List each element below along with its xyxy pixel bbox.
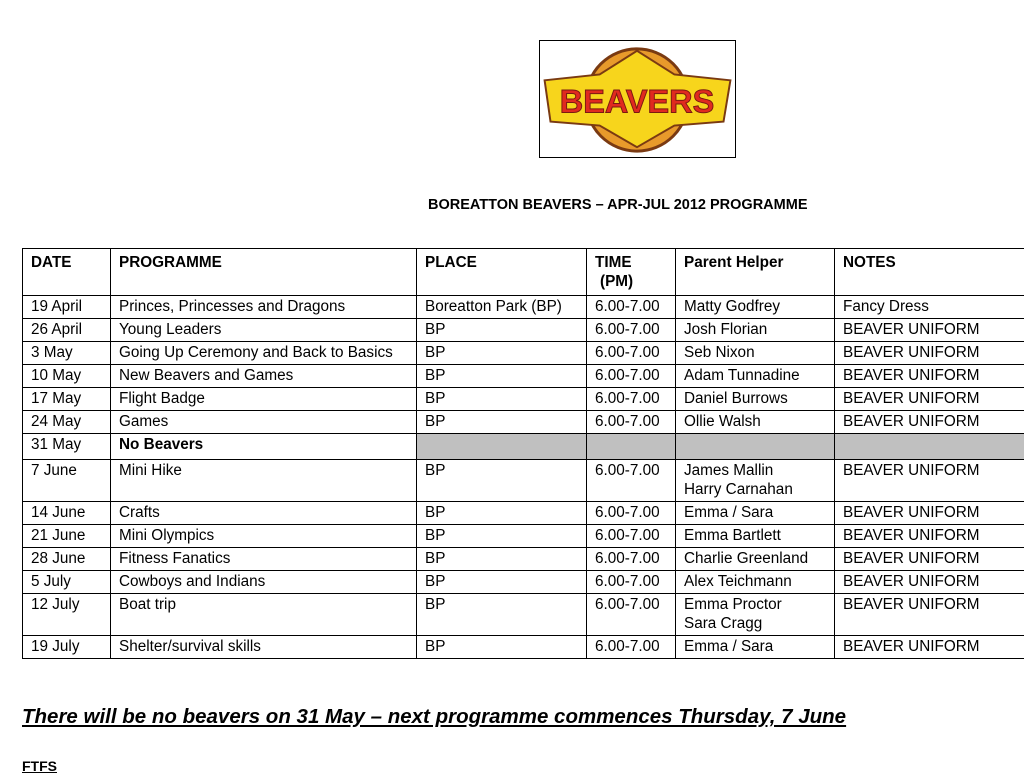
cell-helper: Adam Tunnadine bbox=[676, 365, 835, 388]
cell-notes: BEAVER UNIFORM bbox=[835, 502, 1024, 525]
cell-date: 12 July bbox=[23, 594, 111, 636]
cell-date: 7 June bbox=[23, 460, 111, 502]
cell-place: BP bbox=[417, 365, 587, 388]
cell-time: 6.00-7.00 bbox=[587, 594, 676, 636]
cell-place: BP bbox=[417, 342, 587, 365]
cell-notes: BEAVER UNIFORM bbox=[835, 548, 1024, 571]
header-helper: Parent Helper bbox=[676, 249, 835, 296]
cell-date: 19 July bbox=[23, 636, 111, 659]
header-place: PLACE bbox=[417, 249, 587, 296]
cell-helper: Emma / Sara bbox=[676, 636, 835, 659]
cell-date: 28 June bbox=[23, 548, 111, 571]
cell-programme: Princes, Princesses and Dragons bbox=[111, 296, 417, 319]
beavers-logo-icon bbox=[540, 41, 735, 157]
cell-notes: BEAVER UNIFORM bbox=[835, 319, 1024, 342]
cell-programme: Mini Olympics bbox=[111, 525, 417, 548]
cell-date: 21 June bbox=[23, 525, 111, 548]
cell-place: BP bbox=[417, 388, 587, 411]
table-row bbox=[23, 388, 1024, 411]
cell-place: BP bbox=[417, 548, 587, 571]
table-row bbox=[23, 636, 1024, 659]
header-time bbox=[587, 249, 676, 296]
table-row bbox=[23, 502, 1024, 525]
header-programme: PROGRAMME bbox=[111, 249, 417, 296]
cell-time: 6.00-7.00 bbox=[587, 342, 676, 365]
cell-date: 31 May bbox=[23, 434, 111, 460]
footer-abbreviation: FTFS bbox=[22, 758, 57, 774]
cell-notes bbox=[835, 434, 1024, 460]
table-row bbox=[23, 319, 1024, 342]
header-notes: NOTES bbox=[835, 249, 1024, 296]
cell-notes: BEAVER UNIFORM bbox=[835, 388, 1024, 411]
cell-programme: Flight Badge bbox=[111, 388, 417, 411]
cell-notes: Fancy Dress bbox=[835, 296, 1024, 319]
cell-place: BP bbox=[417, 319, 587, 342]
cell-time: 6.00-7.00 bbox=[587, 525, 676, 548]
table-row bbox=[23, 342, 1024, 365]
cell-place: BP bbox=[417, 502, 587, 525]
cell-time: 6.00-7.00 bbox=[587, 388, 676, 411]
cell-programme: Boat trip bbox=[111, 594, 417, 636]
page-title: BOREATTON BEAVERS – APR-JUL 2012 PROGRAMME bbox=[428, 197, 808, 213]
cell-place: BP bbox=[417, 571, 587, 594]
cell-place: BP bbox=[417, 525, 587, 548]
cell-notes: BEAVER UNIFORM bbox=[835, 460, 1024, 502]
cell-helper: Emma / Sara bbox=[676, 502, 835, 525]
table-row bbox=[23, 548, 1024, 571]
programme-table bbox=[22, 248, 1024, 659]
cell-time bbox=[587, 434, 676, 460]
table-row bbox=[23, 411, 1024, 434]
cell-notes: BEAVER UNIFORM bbox=[835, 594, 1024, 636]
cell-helper: Josh Florian bbox=[676, 319, 835, 342]
cell-notes: BEAVER UNIFORM bbox=[835, 365, 1024, 388]
cell-time: 6.00-7.00 bbox=[587, 296, 676, 319]
cell-place: BP bbox=[417, 460, 587, 502]
cell-date: 3 May bbox=[23, 342, 111, 365]
cell-date: 17 May bbox=[23, 388, 111, 411]
cell-time: 6.00-7.00 bbox=[587, 319, 676, 342]
logo-text: BEAVERS bbox=[560, 84, 714, 120]
helper-line: Harry Carnahan bbox=[684, 480, 826, 499]
cell-helper: Alex Teichmann bbox=[676, 571, 835, 594]
cell-notes: BEAVER UNIFORM bbox=[835, 571, 1024, 594]
cell-programme: No Beavers bbox=[111, 434, 417, 460]
header-time-line2: (PM) bbox=[595, 272, 667, 291]
cell-date: 10 May bbox=[23, 365, 111, 388]
cell-helper bbox=[676, 434, 835, 460]
cell-time: 6.00-7.00 bbox=[587, 460, 676, 502]
footer-note: There will be no beavers on 31 May – next programme commences Thursday, 7 June bbox=[22, 705, 846, 729]
cell-date: 26 April bbox=[23, 319, 111, 342]
beavers-logo bbox=[539, 40, 736, 158]
cell-time: 6.00-7.00 bbox=[587, 365, 676, 388]
cell-place: BP bbox=[417, 594, 587, 636]
cell-date: 14 June bbox=[23, 502, 111, 525]
table-header-row bbox=[23, 249, 1024, 296]
cell-date: 24 May bbox=[23, 411, 111, 434]
cell-place: BP bbox=[417, 411, 587, 434]
cell-notes: BEAVER UNIFORM bbox=[835, 342, 1024, 365]
cell-helper: Daniel Burrows bbox=[676, 388, 835, 411]
cell-helper: Charlie Greenland bbox=[676, 548, 835, 571]
table-row bbox=[23, 296, 1024, 319]
table-row bbox=[23, 525, 1024, 548]
cell-date: 5 July bbox=[23, 571, 111, 594]
cell-helper: Ollie Walsh bbox=[676, 411, 835, 434]
helper-line: Sara Cragg bbox=[684, 614, 826, 633]
cell-programme: Crafts bbox=[111, 502, 417, 525]
table-row-no-beavers bbox=[23, 434, 1024, 460]
cell-time: 6.00-7.00 bbox=[587, 502, 676, 525]
cell-programme: Cowboys and Indians bbox=[111, 571, 417, 594]
cell-place: Boreatton Park (BP) bbox=[417, 296, 587, 319]
cell-helper: Seb Nixon bbox=[676, 342, 835, 365]
cell-programme: New Beavers and Games bbox=[111, 365, 417, 388]
cell-helper bbox=[676, 594, 835, 636]
table-row bbox=[23, 460, 1024, 502]
cell-programme: Going Up Ceremony and Back to Basics bbox=[111, 342, 417, 365]
cell-place bbox=[417, 434, 587, 460]
cell-place: BP bbox=[417, 636, 587, 659]
header-time-line1: TIME bbox=[595, 254, 632, 271]
table-row bbox=[23, 571, 1024, 594]
cell-date: 19 April bbox=[23, 296, 111, 319]
cell-programme: Young Leaders bbox=[111, 319, 417, 342]
cell-helper: Emma Bartlett bbox=[676, 525, 835, 548]
cell-notes: BEAVER UNIFORM bbox=[835, 636, 1024, 659]
cell-notes: BEAVER UNIFORM bbox=[835, 411, 1024, 434]
cell-helper: Matty Godfrey bbox=[676, 296, 835, 319]
cell-programme: Mini Hike bbox=[111, 460, 417, 502]
cell-time: 6.00-7.00 bbox=[587, 571, 676, 594]
table-row bbox=[23, 365, 1024, 388]
cell-time: 6.00-7.00 bbox=[587, 411, 676, 434]
cell-time: 6.00-7.00 bbox=[587, 636, 676, 659]
cell-time: 6.00-7.00 bbox=[587, 548, 676, 571]
header-date: DATE bbox=[23, 249, 111, 296]
cell-programme: Shelter/survival skills bbox=[111, 636, 417, 659]
cell-notes: BEAVER UNIFORM bbox=[835, 525, 1024, 548]
table-row bbox=[23, 594, 1024, 636]
cell-helper bbox=[676, 460, 835, 502]
helper-line: James Mallin bbox=[684, 461, 826, 480]
cell-programme: Fitness Fanatics bbox=[111, 548, 417, 571]
cell-programme: Games bbox=[111, 411, 417, 434]
helper-line: Emma Proctor bbox=[684, 595, 826, 614]
